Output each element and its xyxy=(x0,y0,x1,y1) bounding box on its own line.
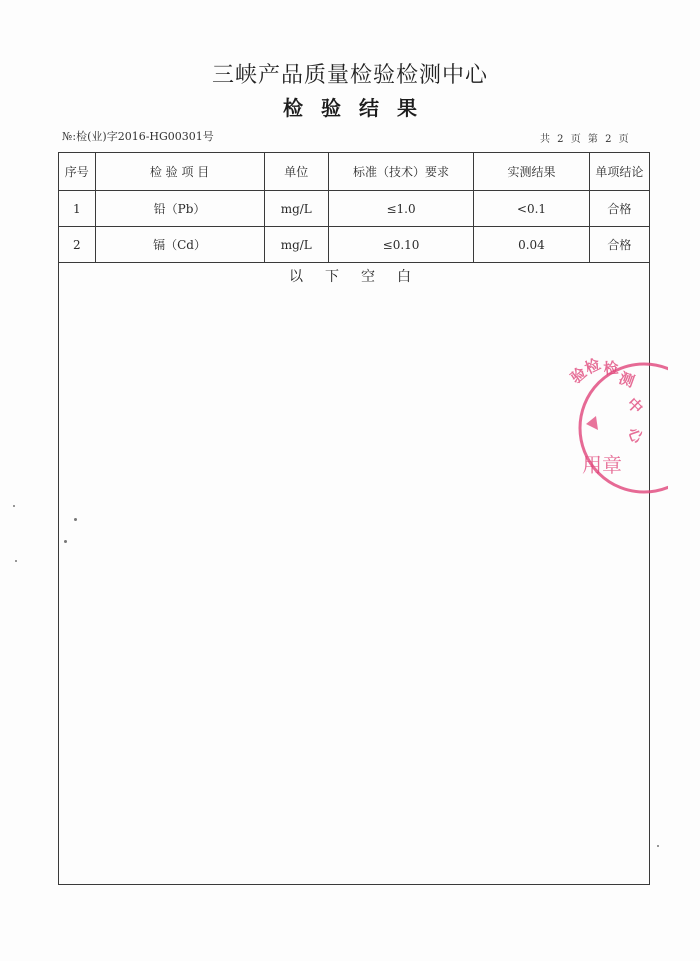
cell-unit: mg/L xyxy=(264,191,328,227)
cell-requirement: ≤0.10 xyxy=(328,227,473,263)
official-seal-stamp xyxy=(568,352,668,502)
cell-result: <0.1 xyxy=(474,191,590,227)
cell-item: 铅（Pb） xyxy=(95,191,264,227)
svg-text:检: 检 xyxy=(582,355,604,378)
table-header-row xyxy=(59,153,650,191)
cell-no: 1 xyxy=(59,191,96,227)
cell-item: 镉（Cd） xyxy=(95,227,264,263)
svg-text:用章: 用章 xyxy=(582,455,622,477)
svg-text:心: 心 xyxy=(624,425,646,446)
seal-icon xyxy=(568,352,668,502)
page-indicator: 共 2 页 第 2 页 xyxy=(540,134,631,145)
cell-requirement: ≤1.0 xyxy=(328,191,473,227)
svg-text:检: 检 xyxy=(602,359,620,378)
cell-result: 0.04 xyxy=(474,227,590,263)
table-row xyxy=(59,191,650,227)
svg-text:中: 中 xyxy=(623,394,646,418)
column-header-no: 序号 xyxy=(59,153,96,191)
document-title: 三峡产品质量检验检测中心 xyxy=(211,63,488,88)
scan-speck xyxy=(13,505,15,507)
table-row xyxy=(59,227,650,263)
blank-below-note: 以下空白 xyxy=(289,269,433,285)
scan-speck xyxy=(64,540,67,543)
cell-conclusion: 合格 xyxy=(589,227,649,263)
column-header-item: 检 验 项 目 xyxy=(95,153,264,191)
document-number: №:检(业)字2016-HG00301号 xyxy=(62,130,214,143)
document-subtitle: 检验结果 xyxy=(283,96,435,120)
cell-no: 2 xyxy=(59,227,96,263)
column-header-result: 实测结果 xyxy=(474,153,590,191)
results-table xyxy=(58,152,650,263)
scan-speck xyxy=(74,518,77,521)
scan-speck xyxy=(15,560,17,562)
scan-speck xyxy=(657,845,659,847)
svg-text:验: 验 xyxy=(568,364,591,388)
cell-conclusion: 合格 xyxy=(589,191,649,227)
column-header-unit: 单位 xyxy=(264,153,328,191)
column-header-conclusion: 单项结论 xyxy=(589,153,649,191)
svg-text:测: 测 xyxy=(616,369,637,391)
cell-unit: mg/L xyxy=(264,227,328,263)
column-header-requirement: 标准（技术）要求 xyxy=(328,153,473,191)
